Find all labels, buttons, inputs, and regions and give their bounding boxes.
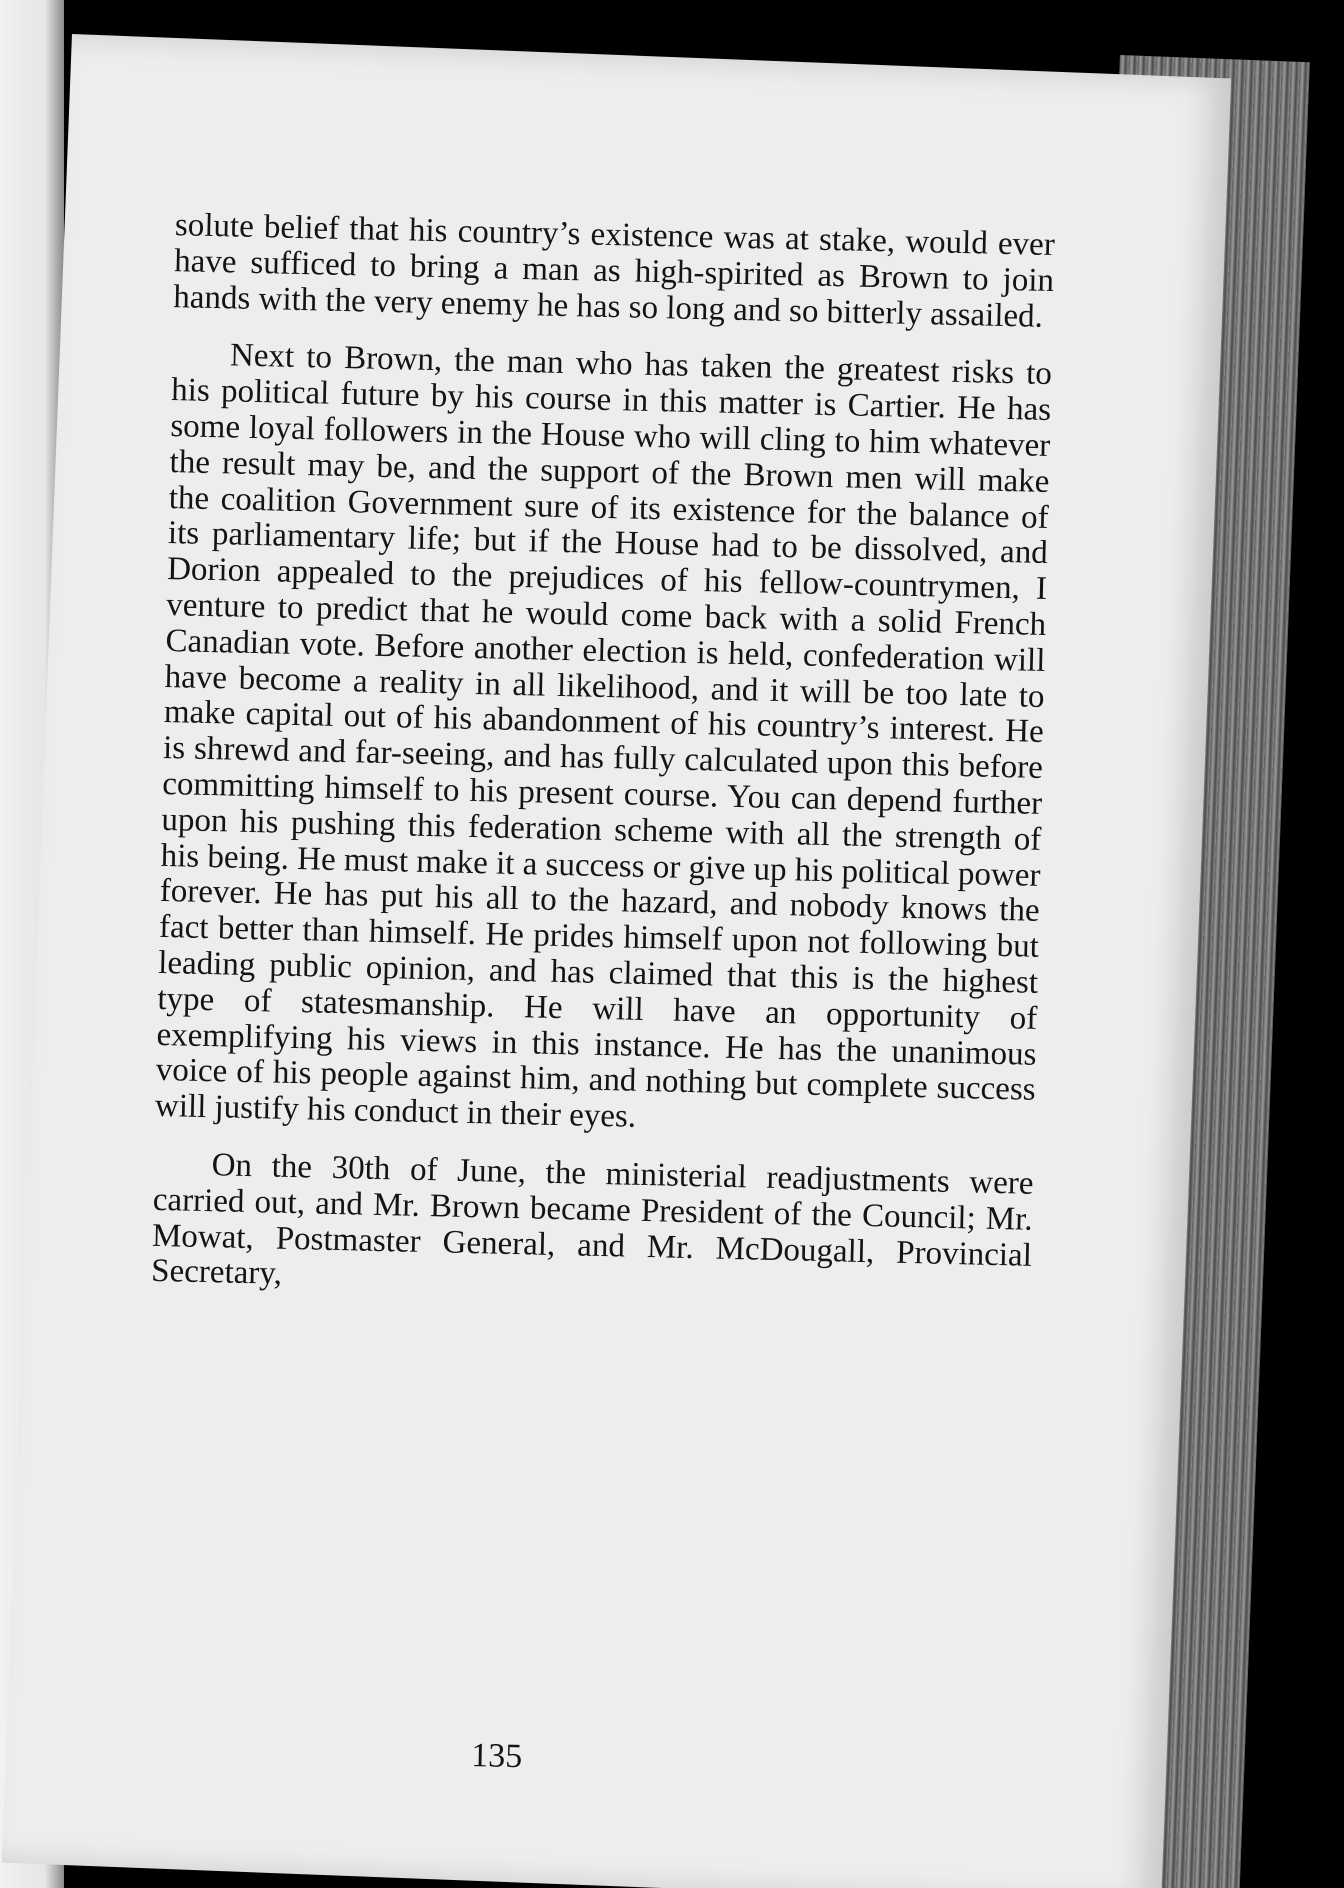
paragraph-readjustments: On the 30th of June, the ministerial readjustments were carried out, and Mr. Brown became President of the Council; Mr. Mowat, Postmaster General, and Mr. McDougall, Provincial Secretary, bbox=[150, 1147, 1034, 1293]
page-sheet bbox=[2, 34, 1231, 1888]
paragraph-cartier: Next to Brown, the man who has taken the greatest risks to his political future by his course in this matter is Cartier. He has some loyal followers in the House who will cling to him whatever the result may be, and the support of the Brown men will make the coalition Government sure of its existence for the balance of its parliamentary life; but if the House had to be dissolved, and Dorion appealed to the prejudices of his fellow-countrymen, I venture to predict that he would come back with a solid French Canadian vote. Before another election is held, confederation will have become a reality in all likelihood, and it will be too late to make capital out of his abandonment of his country’s interest. He is shrewd and far-seeing, and has fully calculated upon this before committing himself to his present course. You can depend further upon his pushing this federation scheme with all the strength of his being. He must make it a success or give up his political power forever. He has put his all to the hazard, and nobody knows the fact better than himself. He prides himself upon not following but leading public opinion, and has claimed that this is the highest type of statesmanship. He will have an opportunity of exemplifying his views in this instance. He has the unanimous voice of his people against him, and nothing but complete success will justify his conduct in their eyes. bbox=[154, 337, 1053, 1135]
paragraph-continuation: solute belief that his country’s existence was at stake, would ever have sufficed to bring a man as high-spirited as Brown to join hands with the very enemy he has so long and so bitterly assailed. bbox=[172, 207, 1056, 335]
page-number: 135 bbox=[470, 1736, 523, 1776]
body-text bbox=[151, 208, 1055, 1310]
